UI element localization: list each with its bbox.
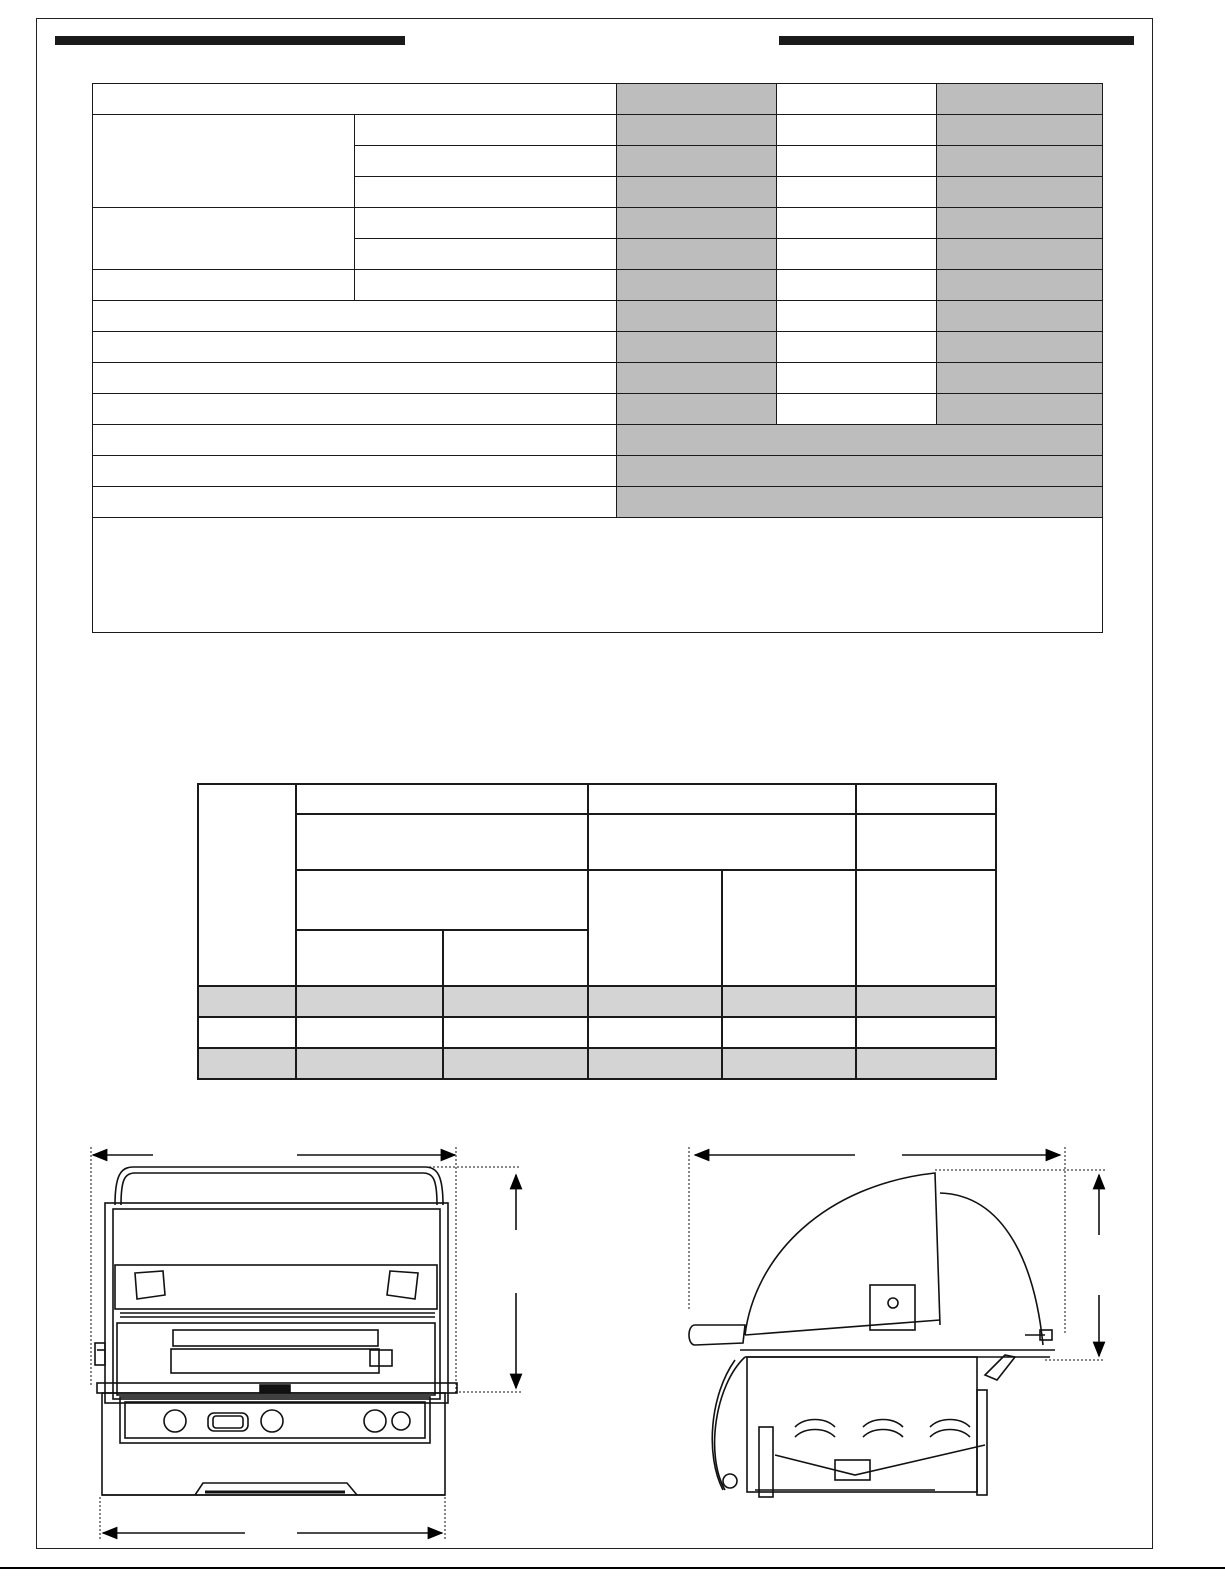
spec-value-cell (937, 394, 1103, 425)
table-row (93, 115, 1103, 146)
dim-cell (856, 1017, 996, 1048)
spec-value-cell (937, 115, 1103, 146)
spec-value-cell (617, 301, 777, 332)
spec-value-cell (777, 84, 937, 115)
dim-header-cell (856, 784, 996, 814)
table-row (93, 84, 1103, 115)
spec-label-cell (93, 84, 617, 115)
spec-value-cell (937, 177, 1103, 208)
specifications-table (92, 83, 1103, 633)
spec-value-cell (617, 177, 777, 208)
spec-sublabel-cell (355, 146, 617, 177)
spec-label-cell (93, 332, 617, 363)
dim-cell (856, 986, 996, 1017)
bottom-rule (0, 1567, 1225, 1569)
table-row (93, 487, 1103, 518)
table-row (198, 784, 996, 814)
spec-note-cell (93, 518, 1103, 633)
dim-header-cell (296, 870, 588, 930)
spec-value-cell (777, 394, 937, 425)
spec-value-cell (777, 332, 937, 363)
dim-cell (443, 986, 588, 1017)
table-row (198, 1017, 996, 1048)
spec-value-cell (777, 208, 937, 239)
dim-cell (856, 1048, 996, 1079)
dim-header-cell (856, 870, 996, 986)
table-row (93, 332, 1103, 363)
spec-value-cell (937, 270, 1103, 301)
dim-header-cell (588, 814, 856, 870)
spec-value-cell (617, 239, 777, 270)
spec-value-cell (937, 208, 1103, 239)
dim-cell (722, 986, 856, 1017)
spec-value-cell (617, 487, 1103, 518)
dim-header-cell (296, 930, 443, 986)
dim-header-cell (856, 814, 996, 870)
spec-value-cell (777, 270, 937, 301)
dim-header-cell (296, 784, 588, 814)
spec-value-cell (937, 301, 1103, 332)
header-bar-left (55, 36, 405, 45)
dim-cell (588, 1017, 722, 1048)
spec-group-cell (93, 270, 355, 301)
table-row (198, 986, 996, 1017)
dim-cell (588, 986, 722, 1017)
spec-value-cell (617, 332, 777, 363)
spec-value-cell (777, 115, 937, 146)
table-row (93, 270, 1103, 301)
table-row (93, 518, 1103, 633)
spec-group-cell (93, 115, 355, 208)
table-row (198, 870, 996, 930)
spec-sublabel-cell (355, 208, 617, 239)
dim-header-cell (296, 814, 588, 870)
table-row (93, 394, 1103, 425)
spec-label-cell (93, 456, 617, 487)
spec-value-cell (777, 146, 937, 177)
spec-value-cell (777, 239, 937, 270)
spec-value-cell (777, 177, 937, 208)
grill-side-view-drawing (685, 1145, 1125, 1545)
spec-value-cell (777, 301, 937, 332)
spec-value-cell (617, 394, 777, 425)
dim-cell (588, 1048, 722, 1079)
dim-cell (198, 1048, 296, 1079)
table-row (93, 363, 1103, 394)
dim-cell (296, 1048, 443, 1079)
spec-label-cell (93, 425, 617, 456)
spec-value-cell (617, 363, 777, 394)
spec-label-cell (93, 301, 617, 332)
spec-value-cell (617, 208, 777, 239)
dim-cell (443, 1048, 588, 1079)
spec-value-cell (617, 115, 777, 146)
header-bar-right (779, 36, 1134, 45)
table-row (93, 456, 1103, 487)
table-row (198, 1048, 996, 1079)
spec-value-cell (937, 84, 1103, 115)
dim-header-cell (443, 930, 588, 986)
spec-value-cell (937, 363, 1103, 394)
dim-cell (296, 1017, 443, 1048)
spec-sublabel-cell (355, 177, 617, 208)
dim-cell (443, 1017, 588, 1048)
table-row (93, 425, 1103, 456)
spec-value-cell (777, 363, 937, 394)
spec-sublabel-cell (355, 270, 617, 301)
grill-front-view-drawing (85, 1145, 535, 1545)
dim-header-cell (588, 784, 856, 814)
dim-cell (722, 1048, 856, 1079)
spec-label-cell (93, 394, 617, 425)
spec-sublabel-cell (355, 239, 617, 270)
spec-value-cell (937, 332, 1103, 363)
spec-label-cell (93, 487, 617, 518)
dim-cell (296, 986, 443, 1017)
table-row (93, 301, 1103, 332)
spec-value-cell (617, 456, 1103, 487)
spec-group-cell (93, 208, 355, 270)
dim-cell (198, 1017, 296, 1048)
table-row (198, 814, 996, 870)
dim-cell (198, 986, 296, 1017)
spec-value-cell (617, 146, 777, 177)
spec-value-cell (617, 425, 1103, 456)
dim-header-cell (588, 870, 722, 986)
dim-cell (722, 1017, 856, 1048)
spec-value-cell (937, 239, 1103, 270)
spec-value-cell (617, 270, 777, 301)
dim-header-cell (722, 870, 856, 986)
dimensions-table (197, 783, 997, 1080)
table-row (93, 208, 1103, 239)
spec-label-cell (93, 363, 617, 394)
spec-value-cell (937, 146, 1103, 177)
dim-header-corner (198, 784, 296, 986)
spec-sublabel-cell (355, 115, 617, 146)
spec-value-cell (617, 84, 777, 115)
